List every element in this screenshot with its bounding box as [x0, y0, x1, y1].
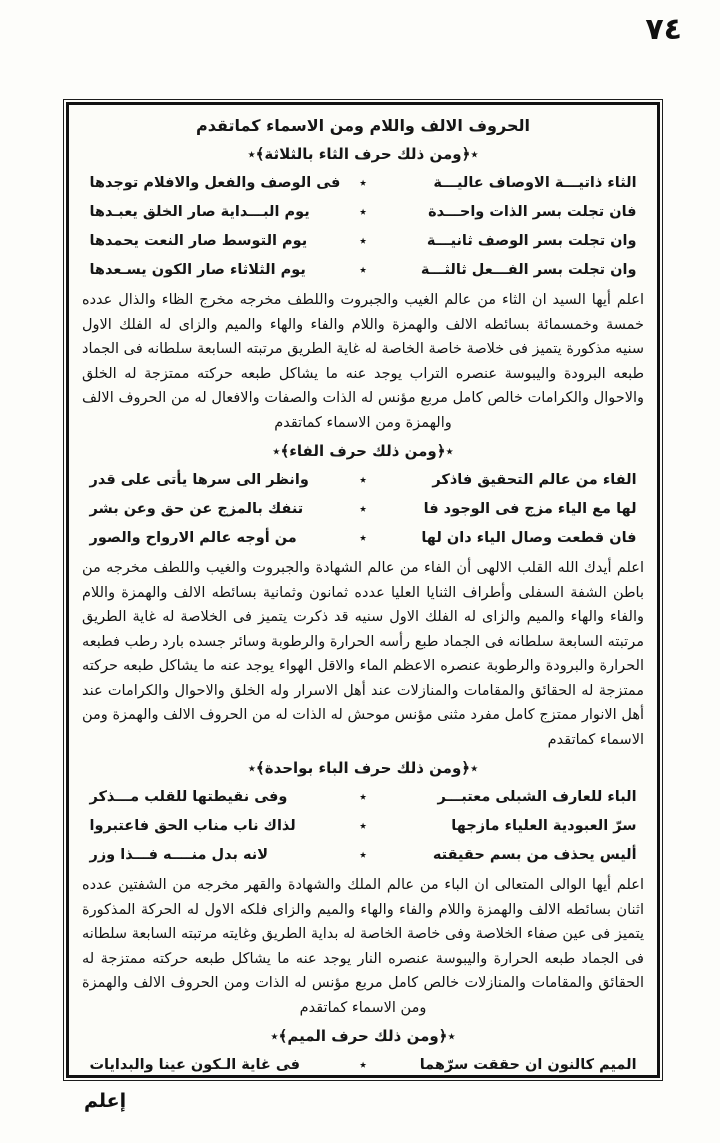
section-header: ٭﴿ومن ذلك حرف الفاء﴾٭ [272, 442, 454, 460]
hemistich-first: الباء للعارف الشبلى معتبـــر [437, 789, 637, 805]
section-header: ٭﴿ومن ذلك حرف الثاء بالثلاثة﴾٭ [247, 145, 479, 163]
section-ba [81, 756, 645, 1020]
hemistich-second: تنفك بالمزج عن حق وعن بشر [89, 501, 304, 517]
hemistich-first: وان تجلت بسر الوصف ثانيـــة [426, 233, 637, 249]
verse-separator-icon: ٭ [359, 847, 367, 863]
verse-separator-icon: ٭ [359, 1057, 367, 1073]
verse-line [89, 227, 636, 256]
hemistich-first: الثاء ذاتيـــة الاوصاف عاليـــة [433, 175, 637, 191]
verse-line [89, 198, 636, 227]
verse-separator-icon: ٭ [359, 818, 367, 834]
prose-paragraph: اعلم أيدك الله القلب الالهى أن الفاء من عالم الشهادة والجبروت والغيب واللطف مخرجه من باطن الشفة السفلى وأطراف الثنايا العليا عدده ثمانون وثمانية بسائطه الالف والهمزة واللام والفاء والهاء والميم والزاى له الفلك الاول سنيه قد ذكرت يتميز فى الخلاصة له غاية الطريق مرتبته السابعة سلطانه فى الجماد طبع رأسه الحرارة والرطوبة وسائر جسده بارد رطب فطبعه الحرارة والبرودة والرطوبة عنصره الاعظم الماء والاقل الهواء يوجد عنه ما يشاكل طبعه حركته ممتزجة له الحقائق والمقامات والمنازلات عند أهل الاسرار وله الخلق والاحوال والكرامات عند أهل الانوار ممتزج كامل مفرد مثنى مؤنس موحش له الذات له من الحروف الالف والهمزة ومن الاسماء كماتقدم [82, 560, 644, 748]
verse-separator-icon: ٭ [359, 204, 367, 220]
hemistich-second: وفى نقيطتها للقلب مـــذكر [89, 789, 288, 805]
page-frame [63, 99, 663, 1081]
section-fa [81, 439, 645, 752]
section-mim [81, 1024, 645, 1078]
verse-separator-icon: ٭ [359, 501, 367, 517]
page-number: ٧٤ [645, 12, 682, 47]
hemistich-second: يوم الثلاثاء صار الكون يسـعدها [89, 262, 306, 278]
section-header: ٭﴿ومن ذلك حرف الباء بواحدة﴾٭ [247, 759, 479, 777]
verse-line [89, 1051, 636, 1078]
verse-line [89, 256, 636, 285]
section-header: ٭﴿ومن ذلك حرف الميم﴾٭ [270, 1027, 456, 1045]
hemistich-second: يوم البـــداية صار الخلق يعبـدها [89, 204, 310, 220]
hemistich-second: لذاك ناب مناب الحق فاعتبروا [89, 818, 296, 834]
section-tha [81, 142, 645, 435]
hemistich-second: لانه بدل منــــه فـــذا وزر [89, 847, 269, 863]
verse-line [89, 524, 636, 553]
hemistich-second: يوم التوسط صار النعت يحمدها [89, 233, 308, 249]
hemistich-second: فى غاية الـكون عينا والبدايات [89, 1057, 301, 1073]
verse-separator-icon: ٭ [359, 530, 367, 546]
verse-line [89, 495, 636, 524]
hemistich-first: لها مع الياء مزج فى الوجود فا [423, 501, 637, 517]
hemistich-second: فى الوصف والفعل والافلام توجدها [89, 175, 341, 191]
catchword: إعلم [84, 1090, 127, 1112]
hemistich-first: فان قطعت وصال الياء دان لها [421, 530, 637, 546]
text-block [66, 102, 660, 1078]
hemistich-first: الميم كالنون ان حققت سرّهما [419, 1057, 637, 1073]
verse-line [89, 169, 636, 198]
hemistich-first: فان تجلت بسر الذات واحـــدة [428, 204, 637, 220]
hemistich-first: الفاء من عالم التحقيق فاذكر [432, 472, 637, 488]
verse-line [89, 812, 636, 841]
hemistich-first: وان تجلت بسر الفـــعل ثالثـــة [420, 262, 637, 278]
verse-line [89, 466, 636, 495]
verse-line [89, 783, 636, 812]
verse-separator-icon: ٭ [359, 472, 367, 488]
verse-separator-icon: ٭ [359, 262, 367, 278]
verse-separator-icon: ٭ [359, 175, 367, 191]
hemistich-first: أليس يحذف من بسم حقيقته [432, 847, 637, 863]
verse-separator-icon: ٭ [359, 233, 367, 249]
prose-paragraph: اعلم أيها السيد ان الثاء من عالم الغيب والجبروت واللطف مخرجه مخرج الظاء والذال عدده خمسة وخمسمائة بسائطه الالف والهمزة واللام والفاء والهاء والميم والزاى له الفلك الاول سنيه مذكورة يتميز فى خلاصة خاصة الخاصة له غاية الطريق مرتبته السابعة سلطانه فى الجماد طبعه البرودة واليبوسة عنصره التراب يوجد عنه ما يشاكل طبعه حركته ممتزجة له الخلق والاحوال والكرامات خالص كامل مربع مؤنس له الذات والصفات والافعال له من الحروف الالف والهمزة ومن الاسماء كماتقدم [82, 292, 644, 431]
intro-line: الحروف الالف واللام ومن الاسماء كماتقدم [196, 116, 530, 135]
hemistich-second: وانظر الى سرها يأتى على قدر [89, 472, 309, 488]
verse-line [89, 841, 636, 870]
hemistich-first: سرّ العبودية العلياء مازجها [451, 818, 637, 834]
verse-separator-icon: ٭ [359, 789, 367, 805]
prose-paragraph: اعلم أيها الوالى المتعالى ان الباء من عالم الملك والشهادة والقهر مخرجه من الشفتين عدده اثنان بسائطه الالف والهمزة واللام والفاء والهاء والميم والزاى فلكه الاول له الحركة المذكورة يتميز فى عين صفاء الخلاصة وفى خاصة الخاصة له بداية الطريق وغايته مرتبته السابعة سلطانه فى الجماد طبعه الحرارة واليبوسة عنصره النار يوجد عنه ما يشاكل طبعه حركته ممتزجة له الحقائق والمقامات والمنازلات خالص كامل مربع مؤنس له الذات ومن الحروف الالف والهمزة ومن الاسماء كماتقدم [82, 877, 644, 1016]
hemistich-second: من أوجه عالم الارواح والصور [89, 530, 297, 546]
